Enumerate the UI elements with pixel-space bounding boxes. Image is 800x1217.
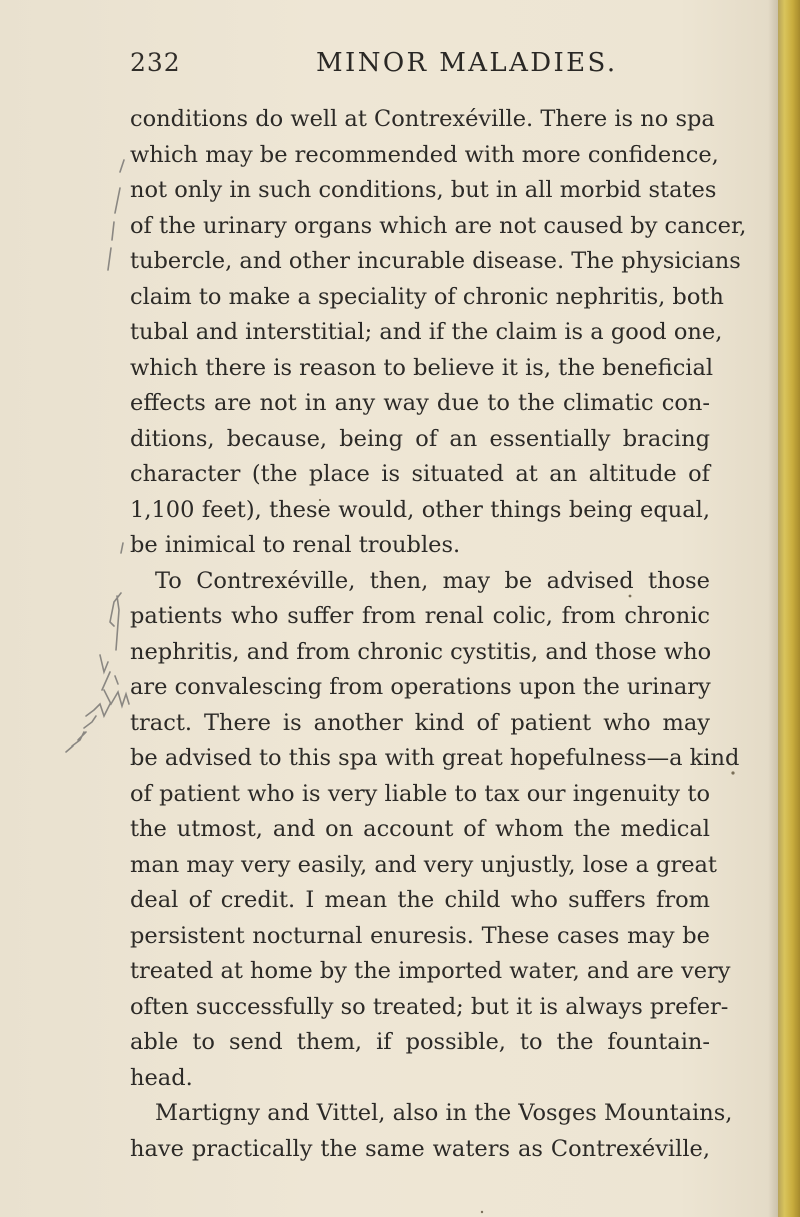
text-line: able to send them, if possible, to the fountain- bbox=[130, 1029, 710, 1055]
text-line: often successfully so treated; but it is always prefer- bbox=[130, 993, 729, 1020]
paper-speck bbox=[731, 771, 734, 774]
text-line: tubal and interstitial; and if the claim is a good one, bbox=[130, 319, 723, 345]
text-line: tubercle, and other incurable disease. The physicians bbox=[130, 248, 741, 274]
margin-bracket-mark bbox=[110, 543, 123, 684]
text-line: tract. There is another kind of patient who may bbox=[130, 709, 710, 736]
page-number: 232 bbox=[130, 48, 181, 77]
text-line: effects are not in any way due to the climatic con- bbox=[130, 390, 710, 416]
text-line: which there is reason to believe it is, the beneficial bbox=[130, 354, 714, 381]
text-line: have practically the same waters as Contrexéville, bbox=[130, 1135, 710, 1162]
text-line: not only in such conditions, but in all morbid states bbox=[130, 177, 717, 203]
text-line: character (the place is situated at an altitude of bbox=[130, 461, 710, 487]
margin-scribble-mark bbox=[66, 704, 110, 752]
paper-speck bbox=[481, 1211, 483, 1213]
text-line: deal of credit. I mean the child who suffers from bbox=[130, 887, 710, 913]
running-head: MINOR MALADIES. bbox=[316, 48, 618, 78]
text-line: man may very easily, and very unjustly, lose a great bbox=[130, 851, 717, 878]
text-line: be advised to this spa with great hopefulness—a kind bbox=[130, 745, 740, 771]
text-line: are convalescing from operations upon the urinary bbox=[130, 674, 711, 700]
text-line: 1,100 feet), these would, other things being equal, bbox=[130, 496, 710, 523]
text-line: patients who suffer from renal colic, from chronic bbox=[130, 603, 710, 629]
paragraph-last-line: be inimical to renal troubles. bbox=[130, 532, 461, 558]
text-line: the utmost, and on account of whom the medical bbox=[130, 816, 710, 842]
text-line: persistent nocturnal enuresis. These cases may be bbox=[130, 922, 710, 949]
text-line: of the urinary organs which are not caused by cancer, bbox=[130, 212, 747, 239]
body-text bbox=[130, 102, 747, 1167]
paragraph-last-line: head. bbox=[130, 1064, 193, 1091]
paragraph-first-line: Martigny and Vittel, also in the Vosges Mountains, bbox=[155, 1100, 733, 1126]
paragraph-first-line: To Contrexéville, then, may be advised those bbox=[155, 567, 710, 594]
text-line: conditions do well at Contrexéville. There is no spa bbox=[130, 106, 715, 132]
page-header bbox=[130, 48, 710, 88]
text-line: ditions, because, being of an essentially bracing bbox=[130, 425, 710, 452]
margin-scribble-mark bbox=[100, 655, 129, 706]
text-line: claim to make a speciality of chronic nephritis, both bbox=[130, 283, 724, 310]
text-line: treated at home by the imported water, and are very bbox=[130, 958, 731, 984]
text-line: of patient who is very liable to tax our ingenuity to bbox=[130, 780, 710, 807]
text-line: which may be recommended with more confidence, bbox=[130, 141, 719, 168]
margin-bracket-mark bbox=[108, 160, 124, 270]
text-line: nephritis, and from chronic cystitis, and those who bbox=[130, 638, 712, 665]
